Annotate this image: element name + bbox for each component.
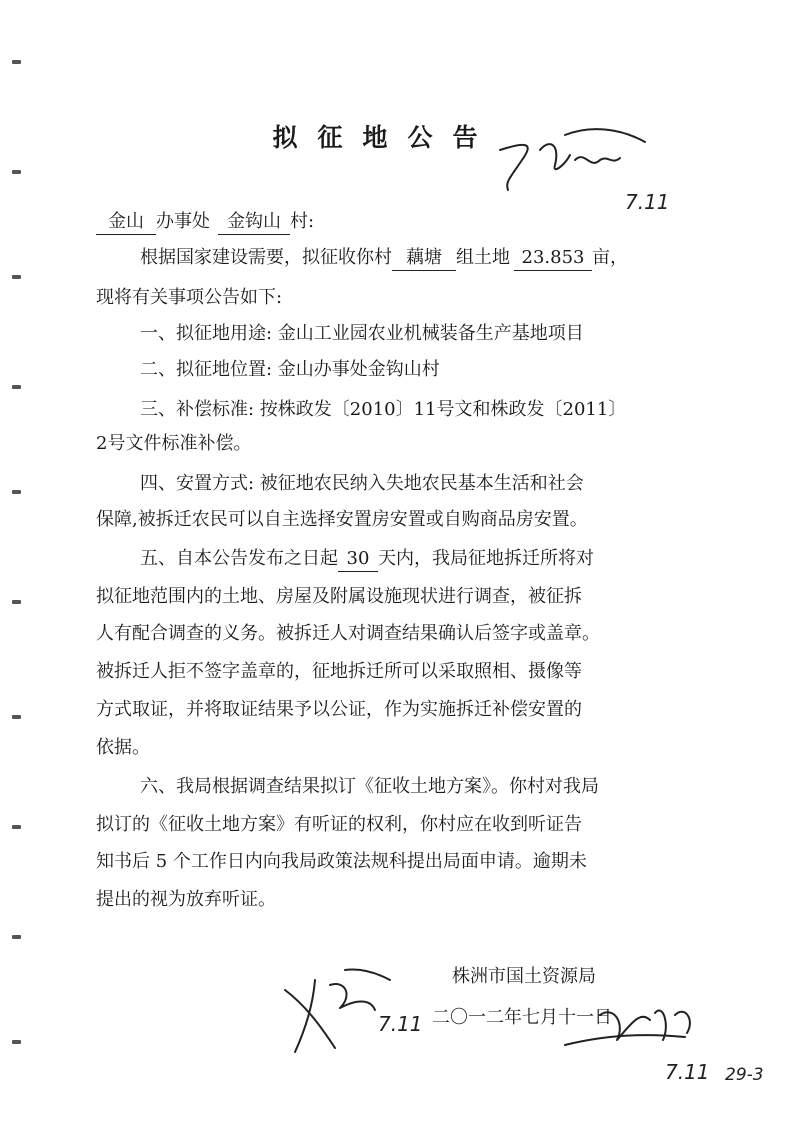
binder-mark: [12, 825, 21, 829]
handwritten-signature-right: [555, 985, 715, 1055]
binder-mark: [12, 170, 21, 174]
item-hearing-3: 知书后 5 个工作日内向我局政策法规科提出局面申请。逾期未: [96, 851, 587, 872]
office-suffix: 办事处: [156, 211, 210, 232]
survey-days-field: 30: [338, 547, 378, 572]
handwritten-date-top: 7.11: [625, 190, 670, 214]
survey-text-1: 五、自本公告发布之日起: [140, 548, 338, 569]
intro-line-2: 现将有关事项公告如下:: [96, 287, 283, 308]
item-resettlement-1: 四、安置方式: 被征地农民纳入失地农民基本生活和社会: [140, 473, 584, 494]
intro-text-3: 亩，: [592, 247, 628, 268]
intro-line-1: [140, 246, 628, 271]
binder-mark: [12, 490, 21, 494]
binder-mark: [12, 1040, 21, 1044]
signer-org: 株洲市国土资源局: [452, 966, 596, 987]
area-field: 23.853: [514, 246, 592, 271]
item-resettlement-2: 保障,被拆迁农民可以自主选择安置房安置或自购商品房安置。: [96, 509, 588, 530]
item-survey-1: [140, 547, 594, 572]
intro-text-2: 组土地: [456, 247, 510, 268]
handwritten-date-right: 7.11: [665, 1060, 710, 1084]
item-location: 二、拟征地位置: 金山办事处金钩山村: [140, 359, 440, 380]
item-survey-2: 拟征地范围内的土地、房屋及附属设施现状进行调查，被征拆: [96, 586, 582, 607]
binder-mark: [12, 935, 21, 939]
item-use: 一、拟征地用途: 金山工业园农业机械装备生产基地项目: [140, 323, 584, 344]
item-compensation-1: 三、补偿标准: 按株政发〔2010〕11号文和株政发〔2011〕: [140, 399, 627, 420]
group-field: 藕塘: [392, 246, 456, 271]
intro-text-1: 根据国家建设需要，拟征收你村: [140, 247, 392, 268]
notice-title: 拟征地公告: [272, 123, 498, 152]
handwritten-signature-left: [275, 960, 395, 1060]
handwritten-page-number: 29-3: [725, 1065, 764, 1085]
binder-mark: [12, 600, 21, 604]
item-hearing-2: 拟订的《征收土地方案》有听证的权利，你村应在收到听证告: [96, 814, 582, 835]
item-survey-6: 依据。: [96, 737, 150, 758]
item-survey-4: 被拆迁人拒不签字盖章的，征地拆迁所可以采取照相、摄像等: [96, 661, 582, 682]
item-survey-5: 方式取证，并将取证结果予以公证，作为实施拆迁补偿安置的: [96, 699, 582, 720]
binder-mark: [12, 385, 21, 389]
binder-mark: [12, 715, 21, 719]
handwritten-signature-top: [470, 120, 650, 200]
item-compensation-2: 2号文件标准补偿。: [96, 433, 252, 454]
binder-mark: [12, 60, 21, 64]
survey-text-2: 天内，我局征地拆迁所将对: [378, 548, 594, 569]
item-hearing-4: 提出的视为放弃听证。: [96, 889, 276, 910]
signer-date: 二〇一二年七月十一日: [432, 1007, 612, 1028]
item-hearing-1: 六、我局根据调查结果拟订《征收土地方案》。你村对我局: [140, 776, 599, 797]
address-line: [96, 210, 314, 235]
handwritten-date-left: 7.11: [378, 1012, 423, 1036]
item-survey-3: 人有配合调查的义务。被拆迁人对调查结果确认后签字或盖章。: [96, 623, 600, 644]
binder-mark: [12, 275, 21, 279]
village-suffix: 村:: [290, 211, 315, 232]
office-field: 金山: [96, 210, 156, 235]
village-field: 金钩山: [218, 210, 290, 235]
